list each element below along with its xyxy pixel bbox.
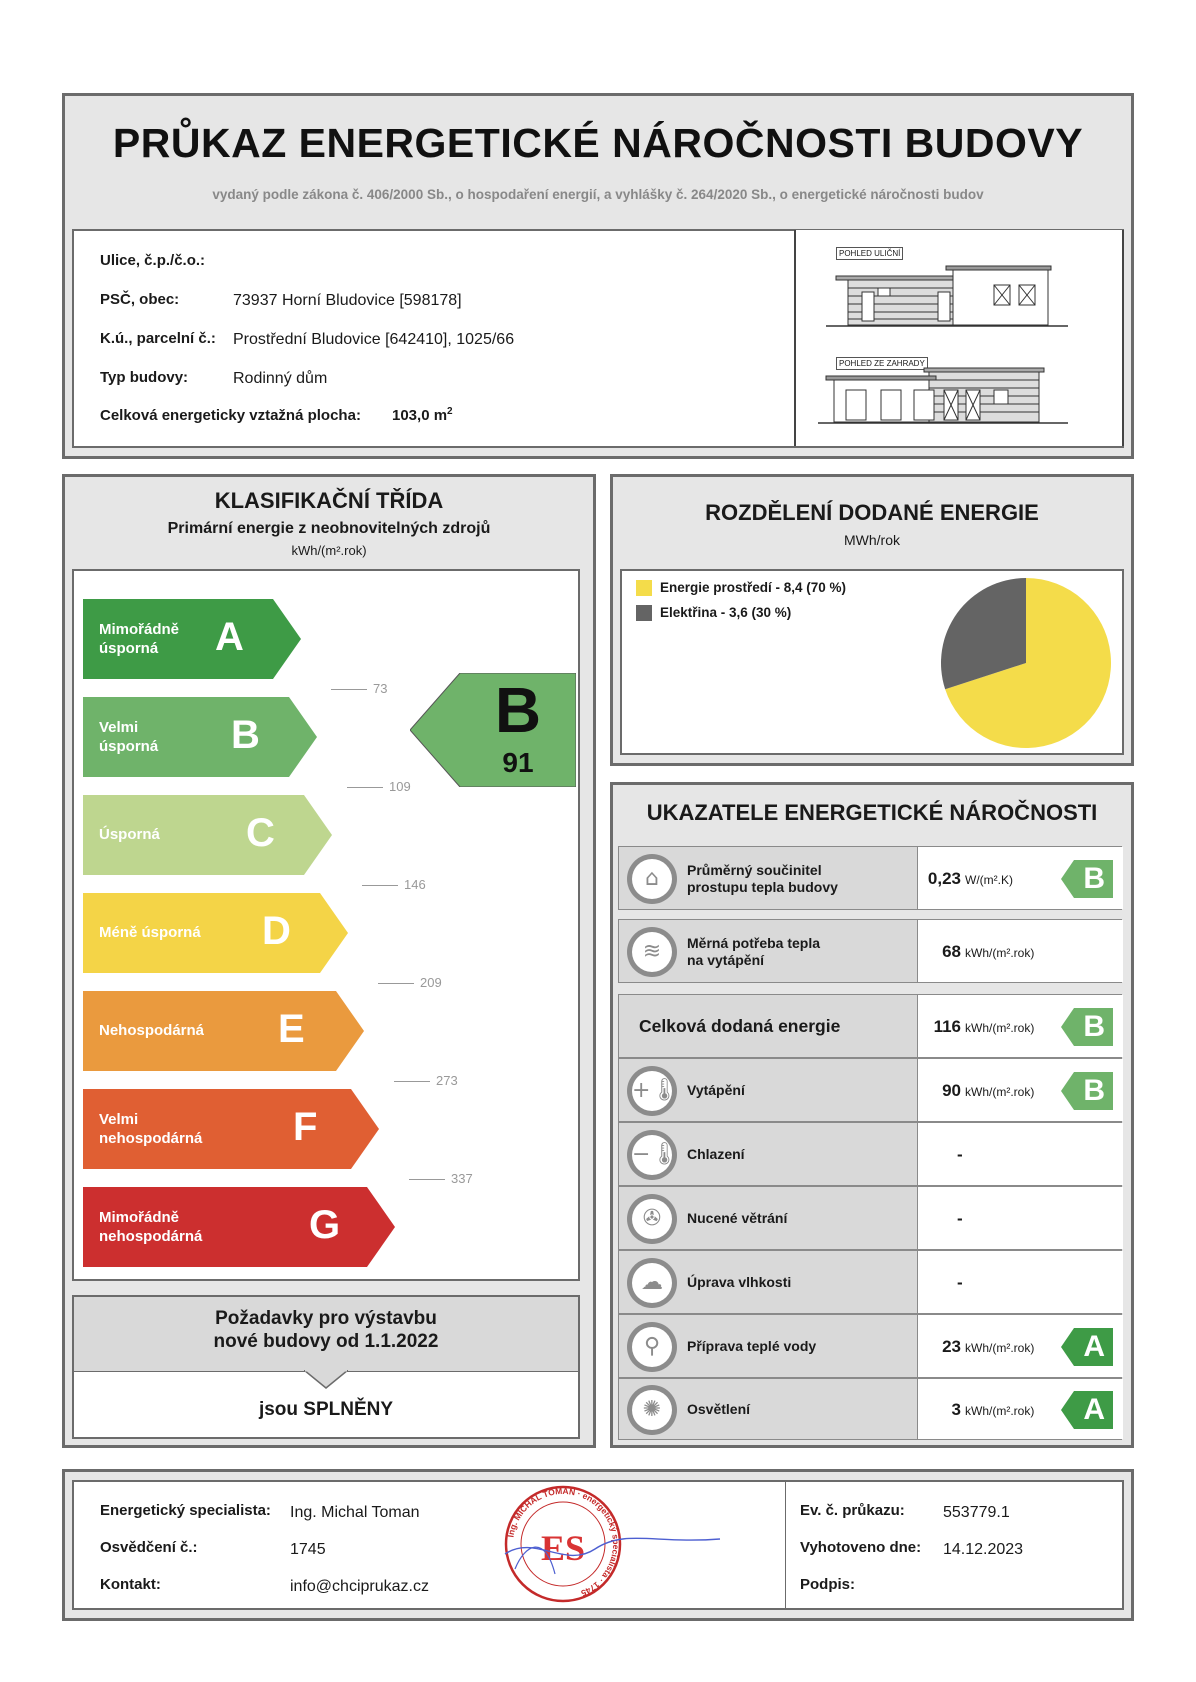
energy-class-label-line2: úsporná <box>99 640 159 657</box>
energy-class-letter: E <box>278 1007 305 1051</box>
class-threshold <box>378 975 442 990</box>
indicator-name: Celková dodaná energie <box>639 1016 841 1036</box>
indicator-name: Úprava vlhkosti <box>687 1274 792 1290</box>
indicator-row <box>618 1250 1122 1314</box>
class-threshold <box>394 1073 458 1088</box>
indicator-value: - <box>957 1209 963 1228</box>
classification-title: KLASIFIKAČNÍ TŘÍDA <box>214 488 444 513</box>
requirements-pointer-overlay <box>304 1370 348 1390</box>
indicator-unit: kWh/(m².rok) <box>965 1404 1035 1418</box>
energy-class-bar-f <box>83 1089 379 1169</box>
energy-class-bar-g <box>83 1187 395 1267</box>
humidity-icon: ☁ <box>627 1258 677 1308</box>
result-class-arrow <box>410 673 576 787</box>
svg-text:ES: ES <box>540 1528 586 1568</box>
indicator-row <box>618 1186 1122 1250</box>
indicator-row <box>618 846 1122 910</box>
indicators-title: UKAZATELE ENERGETICKÉ NÁROČNOSTI <box>646 800 1098 825</box>
drawing-back-label: POHLED ZE ZAHRADY <box>836 357 928 370</box>
energy-class-letter: A <box>215 615 244 659</box>
energy-class-letter: C <box>246 811 275 855</box>
threshold-arrow <box>331 689 367 690</box>
psc-label: PSČ, obec: <box>100 291 180 308</box>
ku-label: K.ú., parcelní č.: <box>100 330 216 347</box>
threshold-value: 73 <box>373 681 388 696</box>
sign-label: Podpis: <box>800 1576 855 1593</box>
house-icon: ⌂ <box>627 854 677 904</box>
threshold-value: 146 <box>404 877 426 892</box>
indicator-class-letter: B <box>1083 862 1105 895</box>
street-label: Ulice, č.p./č.o.: <box>100 252 206 269</box>
indicator-class-letter: A <box>1083 1393 1105 1426</box>
distribution-title: ROZDĚLENÍ DODANÉ ENERGIE <box>705 500 1039 525</box>
class-threshold <box>362 877 426 892</box>
indicator-name: Nucené větrání <box>687 1210 788 1226</box>
indicator-value-cell <box>917 1187 1123 1249</box>
energy-class-label-line1: Úsporná <box>99 826 160 843</box>
threshold-arrow <box>394 1081 430 1082</box>
legend-swatch-electricity <box>636 605 652 621</box>
indicator-row <box>618 1314 1122 1378</box>
indicator-value: 0,23 <box>927 869 961 888</box>
threshold-arrow <box>347 787 383 788</box>
indicator-name: Průměrný součinitel prostupu tepla budovy <box>687 862 838 895</box>
fan-icon: ✇ <box>627 1194 677 1244</box>
threshold-value: 273 <box>436 1073 458 1088</box>
indicator-class-badge <box>1061 860 1113 898</box>
result-class-letter: B <box>494 674 542 746</box>
threshold-arrow <box>362 885 398 886</box>
indicator-value: 68 <box>942 942 961 961</box>
energy-class-label-line2: nehospodárná <box>99 1228 203 1245</box>
building-elevation-sketch <box>796 230 1126 446</box>
class-threshold <box>331 681 387 696</box>
legend-label-environment: Energie prostředí - 8,4 (70 %) <box>660 580 847 595</box>
svg-text:Ing. MICHAL TOMAN · energetick: Ing. MICHAL TOMAN · energetický specialista · 1745 <box>505 1485 622 1599</box>
energy-class-letter: B <box>231 713 260 757</box>
indicator-name: Vytápění <box>687 1082 745 1098</box>
indicator-value: 23 <box>942 1337 961 1356</box>
date-value: 14.12.2023 <box>943 1541 1024 1558</box>
footer-divider <box>785 1482 786 1608</box>
indicator-class-badge <box>1061 1391 1113 1429</box>
indicator-class-letter: A <box>1083 1330 1105 1363</box>
energy-class-letter: F <box>293 1105 318 1149</box>
legend-swatch-environment <box>636 580 652 596</box>
specialist-value: Ing. Michal Toman <box>290 1504 420 1521</box>
drawing-front-label: POHLED ULIČNÍ <box>836 247 903 260</box>
energy-class-label-line1: Nehospodárná <box>99 1022 205 1039</box>
faucet-icon: ⚲ <box>627 1322 677 1372</box>
energy-class-label-line1: Velmi <box>99 1111 139 1128</box>
energy-class-label <box>99 923 201 942</box>
indicator-unit: kWh/(m².rok) <box>965 1085 1035 1099</box>
indicator-unit: W/(m².K) <box>965 873 1013 887</box>
energy-class-label-line1: Méně úsporná <box>99 924 201 941</box>
requirements-result: jsou SPLNĚNY <box>258 1399 394 1420</box>
threshold-value: 337 <box>451 1171 473 1186</box>
indicator-class-badge <box>1061 1008 1113 1046</box>
cert-value: 1745 <box>290 1541 326 1558</box>
energy-class-label <box>99 825 160 844</box>
energy-class-bar-a <box>83 599 301 679</box>
threshold-value: 209 <box>420 975 442 990</box>
indicator-value-cell <box>917 1251 1123 1313</box>
energy-class-bar-b <box>83 697 317 777</box>
indicator-row <box>618 1378 1122 1440</box>
indicator-unit: kWh/(m².rok) <box>965 1021 1035 1035</box>
class-threshold <box>409 1171 473 1186</box>
indicator-class-badge <box>1061 1072 1113 1110</box>
cert-label: Osvědčení č.: <box>100 1539 198 1556</box>
indicator-row <box>618 1058 1122 1122</box>
indicator-row <box>618 1122 1122 1186</box>
page-title: PRŮKAZ ENERGETICKÉ NÁROČNOSTI BUDOVY <box>112 120 1084 166</box>
energy-class-bar-e <box>83 991 364 1071</box>
indicator-name: Měrná potřeba tepla na vytápění <box>687 935 821 968</box>
indicator-row <box>618 994 1122 1058</box>
energy-class-letter: G <box>309 1203 341 1247</box>
indicator-class-badge <box>1061 1328 1113 1366</box>
indicator-row <box>618 919 1122 983</box>
thermometer-minus-icon: −🌡 <box>627 1130 677 1180</box>
type-label: Typ budovy: <box>100 369 189 386</box>
energy-class-label <box>99 1110 202 1148</box>
contact-value[interactable]: info@chciprukaz.cz <box>290 1578 429 1595</box>
result-class-value: 91 <box>502 747 534 778</box>
area-label: Celková energeticky vztažná plocha: <box>100 407 361 424</box>
energy-class-letter: D <box>262 909 291 953</box>
threshold-arrow <box>378 983 414 984</box>
energy-class-label <box>99 1208 202 1246</box>
distribution-unit: MWh/rok <box>844 532 900 548</box>
energy-class-label <box>99 1021 204 1040</box>
indicator-value: 3 <box>951 1400 961 1419</box>
energy-class-label-line1: Mimořádně <box>99 621 180 638</box>
threshold-arrow <box>409 1179 445 1180</box>
energy-class-label <box>99 620 179 658</box>
classification-subtitle: Primární energie z neobnovitelných zdrojů <box>167 520 491 537</box>
ku-value: Prostřední Bludovice [642410], 1025/66 <box>233 331 515 348</box>
indicator-class-letter: B <box>1083 1010 1105 1043</box>
class-threshold <box>347 779 411 794</box>
energy-class-bar-c <box>83 795 332 875</box>
indicator-value: - <box>957 1145 963 1164</box>
date-label: Vyhotoveno dne: <box>800 1539 922 1556</box>
area-value: 103,0 $m^2$ <box>392 406 453 424</box>
classification-unit: kWh/(m².rok) <box>291 543 367 558</box>
heat-waves-icon: ≋ <box>627 927 677 977</box>
energy-class-label-line2: úsporná <box>99 738 159 755</box>
energy-class-label <box>99 718 158 756</box>
indicator-unit: kWh/(m².rok) <box>965 946 1035 960</box>
indicator-value: - <box>957 1273 963 1292</box>
page-subtitle: vydaný podle zákona č. 406/2000 Sb., o hospodaření energií, a vyhlášky č. 264/2020 Sb., o energetické náročnosti budov <box>212 187 984 202</box>
indicator-unit: kWh/(m².rok) <box>965 1341 1035 1355</box>
requirements-line2: nové budovy od 1.1.2022 <box>213 1331 439 1352</box>
bulb-icon: ✺ <box>627 1385 677 1435</box>
indicator-name: Osvětlení <box>687 1401 751 1417</box>
threshold-value: 109 <box>389 779 411 794</box>
building-drawing <box>794 230 1124 446</box>
indicator-class-letter: B <box>1083 1074 1105 1107</box>
energy-pie-chart <box>936 573 1116 753</box>
requirements-line1: Požadavky pro výstavbu <box>215 1308 437 1329</box>
energy-class-bar-d <box>83 893 348 973</box>
specialist-label: Energetický specialista: <box>100 1502 271 1519</box>
ev-label: Ev. č. průkazu: <box>800 1502 905 1519</box>
psc-value: 73937 Horní Bludovice [598178] <box>233 292 462 309</box>
specialist-stamp <box>495 1474 745 1614</box>
ev-value: 553779.1 <box>943 1504 1010 1521</box>
indicator-value: 90 <box>942 1081 961 1100</box>
indicator-name: Chlazení <box>687 1146 745 1162</box>
energy-class-label-line2: nehospodárná <box>99 1130 203 1147</box>
indicator-value-cell <box>917 1123 1123 1185</box>
contact-label: Kontakt: <box>100 1576 161 1593</box>
energy-class-label-line1: Mimořádně <box>99 1209 180 1226</box>
legend-label-electricity: Elektřina - 3,6 (30 %) <box>660 605 792 620</box>
energy-class-label-line1: Velmi <box>99 719 139 736</box>
thermometer-plus-icon: +🌡 <box>627 1066 677 1116</box>
indicator-value: 116 <box>933 1017 961 1036</box>
type-value: Rodinný dům <box>233 370 328 387</box>
indicator-name: Příprava teplé vody <box>687 1338 817 1354</box>
